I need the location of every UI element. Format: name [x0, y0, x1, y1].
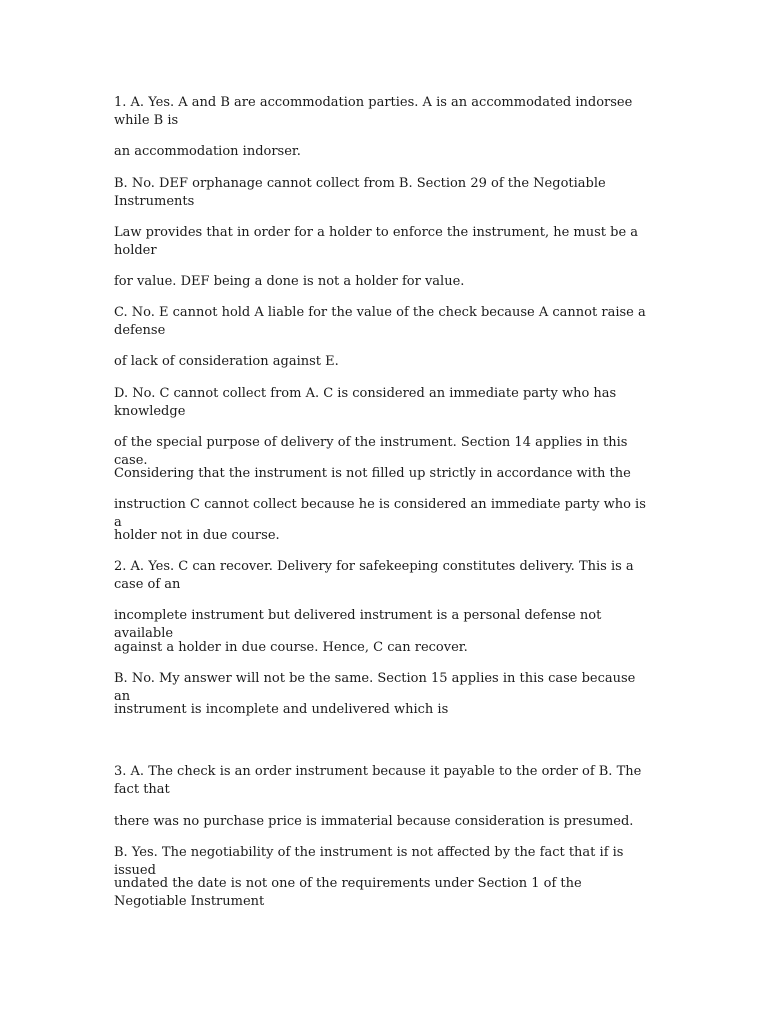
text-line: D. No. C cannot collect from A. C is considered an immediate party who has knowledge [114, 386, 617, 419]
text-line: 3. A. The check is an order instrument because it payable to the order of B. The fact that [114, 764, 642, 797]
text-line: Law provides that in order for a holder to enforce the instrument, he must be a holder [114, 225, 639, 258]
text-line: an accommodation indorser. [114, 144, 301, 159]
text-line: undated the date is not one of the requirements under Section 1 of the Negotiable Instrument [114, 876, 582, 909]
text-line: there was no purchase price is immaterial because consideration is presumed. [114, 814, 634, 829]
text-line: for value. DEF being a done is not a holder for value. [114, 274, 465, 289]
text-line: against a holder in due course. Hence, C can recover. [114, 640, 468, 655]
text-line: B. Yes. The negotiability of the instrument is not affected by the fact that if is issued [114, 845, 624, 878]
text-line: instrument is incomplete and undelivered which is [114, 702, 449, 717]
text-line: of the special purpose of delivery of the instrument. Section 14 applies in this case. [114, 435, 628, 468]
text-line: 1. A. Yes. A and B are accommodation parties. A is an accommodated indorsee while B is [114, 95, 633, 128]
text-line: of lack of consideration against E. [114, 354, 339, 369]
text-line: C. No. E cannot hold A liable for the value of the check because A cannot raise a defense [114, 305, 646, 338]
text-line: B. No. DEF orphanage cannot collect from B. Section 29 of the Negotiable Instruments [114, 176, 606, 209]
text-line: incomplete instrument but delivered instrument is a personal defense not available [114, 608, 602, 641]
text-line: Considering that the instrument is not filled up strictly in accordance with the [114, 466, 631, 481]
text-line: holder not in due course. [114, 528, 280, 543]
text-line: instruction C cannot collect because he is considered an immediate party who is a [114, 497, 646, 530]
text-line: B. No. My answer will not be the same. Section 15 applies in this case because an [114, 671, 636, 704]
text-line: 2. A. Yes. C can recover. Delivery for safekeeping constitutes delivery. This is a case of an [114, 559, 634, 592]
